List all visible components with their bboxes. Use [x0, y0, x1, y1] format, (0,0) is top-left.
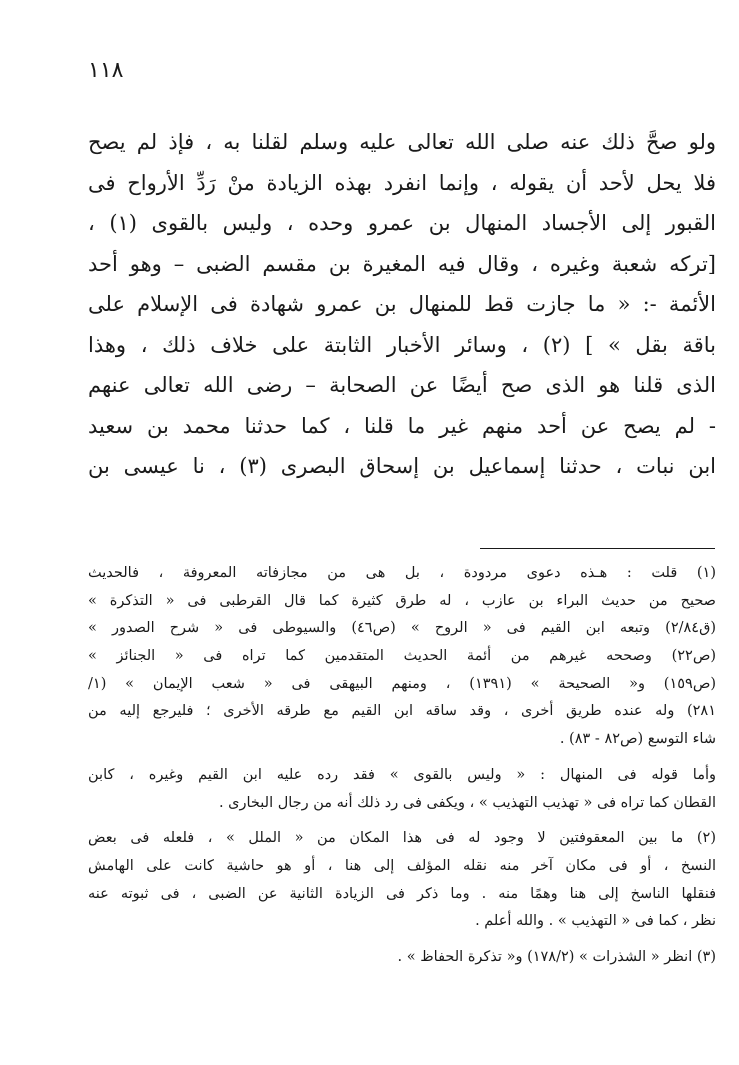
footnote-line: (١) قلت : هـذه دعوى مردودة ، بل هى من مجازفاته المعروفة ، فالحديث	[88, 565, 716, 581]
page-number: ١١٨	[88, 58, 124, 83]
main-text-line: ابن نبات ، حدثنا إسماعيل بن إسحاق البصرى (٣) ، نا عيسى بن	[88, 454, 716, 478]
main-text-line: القبور إلى الأجساد المنهال بن عمرو وحده ، وليس بالقوى (١) ،	[88, 211, 716, 235]
main-text-line: باقة بقل » ] (٢) ، وسائر الأخبار الثابتة على خلاف ذلك ، وهذا	[88, 332, 716, 357]
footnote-line: فنقلها الناسخ إلى هنا وهمًا منه . وما ذكر فى الزيادة الثانية عن الضبى ، فى ثبوته عنه	[88, 885, 716, 902]
main-text-line: الذى قلنا هو الذى صح أيضًا عن الصحابة – رضى الله تعالى عنهم	[88, 373, 716, 397]
footnote-1	[88, 560, 716, 754]
footnote-line: شاء التوسع (ص٨٢ - ٨٣) .	[559, 731, 716, 748]
footnote-line: وأما قوله فى المنهال : « وليس بالقوى » فقد رده عليه ابن القيم وغيره ، كابن	[88, 766, 716, 783]
footnote-1-continuation	[88, 762, 716, 817]
footnote-line: القطان كما تراه فى « تهذيب التهذيب » ، ويكفى فى رد ذلك أنه من رجال البخارى .	[218, 794, 716, 811]
footnote-line: صحيح من حديث البراء بن عازب ، له طرق كثيرة كما قال القرطبى فى « التذكرة »	[88, 592, 716, 609]
footnote-line: (ق٢/٨٤) وتبعه ابن القيم فى « الروح » (ص٤٦) والسيوطى فى « شرح الصدور »	[88, 620, 716, 637]
footnote-line: نظر ، كما فى « التهذيب » . والله أعلم .	[475, 913, 716, 930]
main-text-line: [تركه شعبة وغيره ، وقال فيه المغيرة بن مقسم الضبى – وهو أحد	[88, 251, 716, 276]
main-text-line: - لم يصح عن أحد منهم غير ما قلنا ، كما حدثنا محمد بن سعيد	[88, 413, 716, 438]
main-text-block	[88, 122, 716, 487]
footnote-line: النسخ ، أو فى مكان آخر منه نقله المؤلف إلى هنا ، أو هو حاشية كانت على الهامش	[88, 857, 716, 874]
footnote-line: (ص١٥٩) و« الصحيحة » (١٣٩١) ، ومنهم البيهقى فى « شعب الإيمان » (١/	[88, 675, 716, 692]
footnote-separator	[480, 548, 715, 549]
footnote-2	[88, 825, 716, 936]
footnote-line: (٢) ما بين المعقوفتين لا وجود له فى هذا المكان من « الملل » ، فلعله فى بعض	[88, 830, 716, 847]
footnote-3	[88, 944, 716, 972]
main-text-line: الأئمة -: « ما جازت قط للمنهال بن عمرو شهادة فى الإسلام على	[88, 292, 716, 316]
main-text-line: فلا يحل لأحد أن يقوله ، وإنما انفرد بهذه الزيادة منْ رَدِّ الأرواح فى	[88, 170, 716, 195]
footnotes-block	[88, 560, 716, 972]
footnote-line: (ص٢٢) وصححه غيرهم من أئمة الحديث المتقدمين كما تراه فى « الجنائز »	[88, 648, 716, 665]
main-text-line: ولو صحَّ ذلك عنه صلى الله تعالى عليه وسلم لقلنا به ، فإذ لم يصح	[88, 130, 716, 154]
footnote-line: (٣) انظر « الشذرات » (١٧٨/٢) و« تذكرة الحفاظ » .	[397, 948, 716, 965]
footnote-line: ٢٨١) وله عنده طريق أخرى ، وقد ساقه ابن القيم مع طرقه الأخرى ؛ فليرجع إليه من	[88, 703, 716, 720]
